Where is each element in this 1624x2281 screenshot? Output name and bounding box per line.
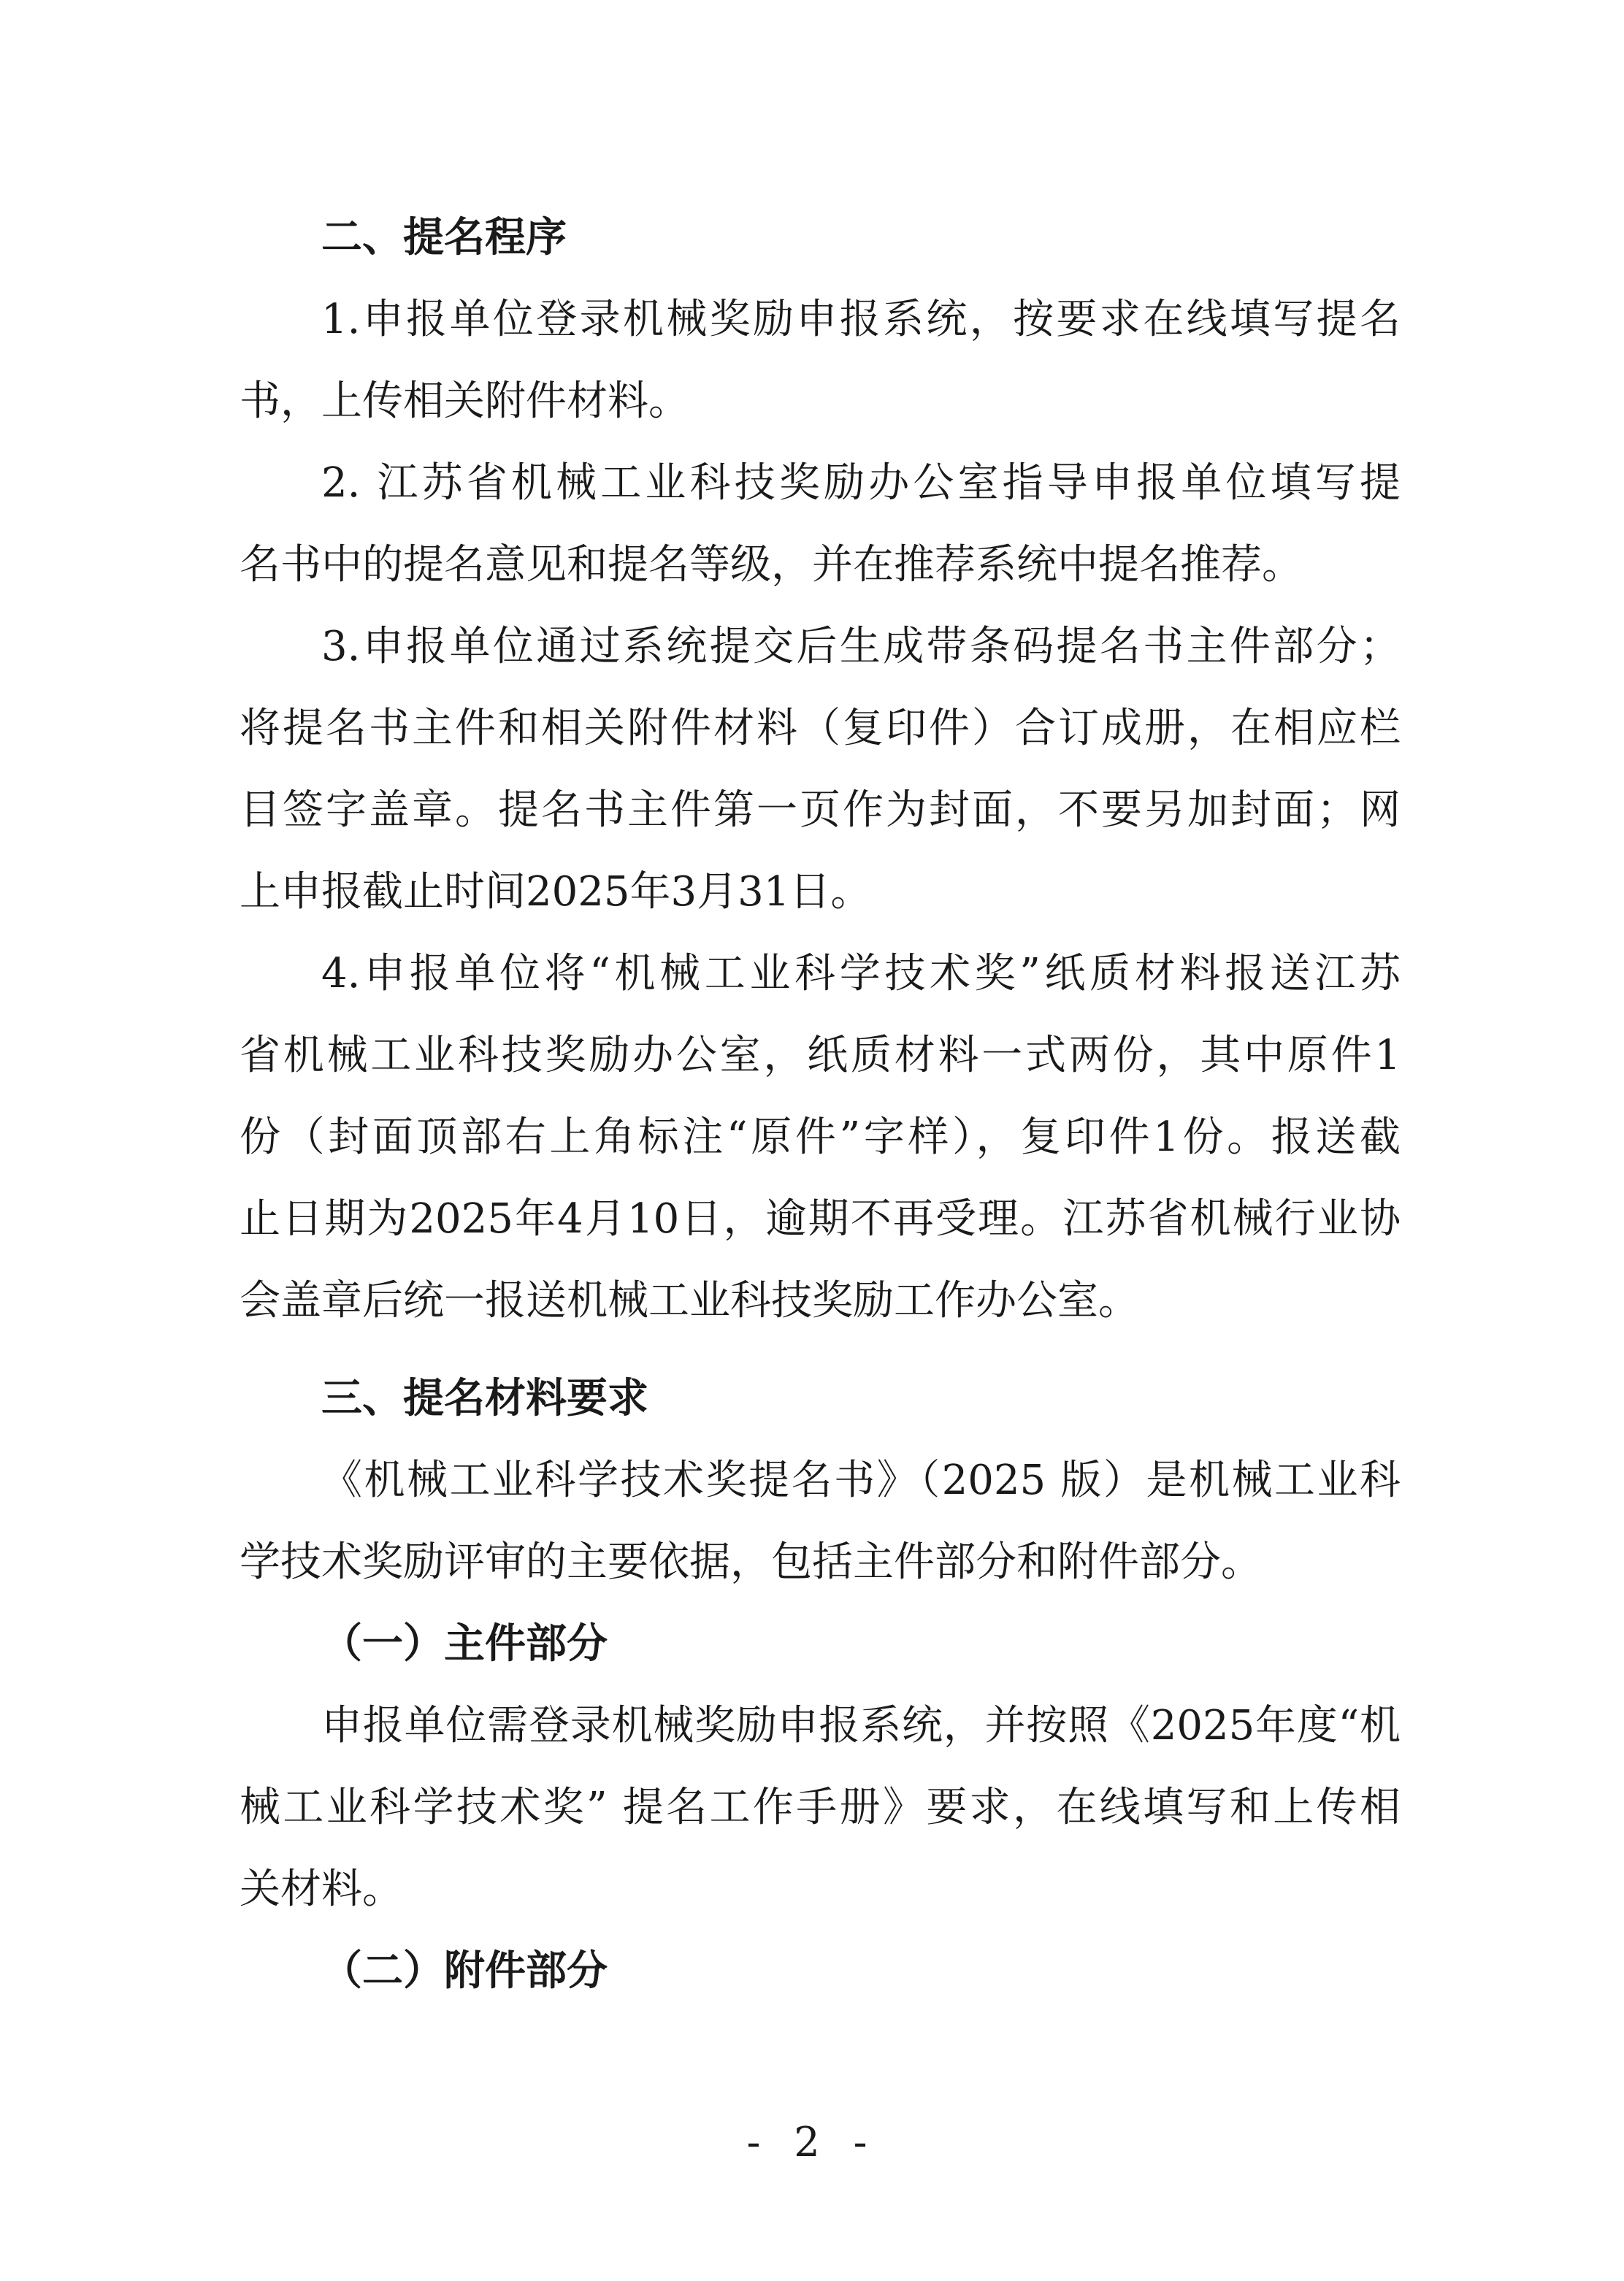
paragraph-line: 1.申报单位登录机械奖励申报系统，按要求在线填写提名 <box>321 296 1401 343</box>
paragraph-line: 械工业科学技术奖” 提名工作手册》要求，在线填写和上传相 <box>240 1784 1401 1831</box>
paragraph-line: 省机械工业科技奖励办公室，纸质材料一式两份，其中原件1 <box>240 1032 1401 1079</box>
paragraph-item-2 <box>240 442 1401 606</box>
paragraph-line: 名书中的提名意见和提名等级，并在推荐系统中提名推荐。 <box>240 541 1303 589</box>
paragraph-item-1 <box>240 279 1401 442</box>
paragraph-line: 止日期为2025年4月10日，逾期不再受理。江苏省机械行业协 <box>240 1195 1401 1243</box>
subsection-heading-attachment-part: （二）附件部分 <box>321 1947 608 1995</box>
paragraph-line: 将提名书主件和相关附件材料（复印件）合订成册，在相应栏 <box>240 705 1401 752</box>
paragraph-line: 《机械工业科学技术奖提名书》（2025 版）是机械工业科 <box>321 1457 1401 1504</box>
paragraph-item-3 <box>240 606 1401 933</box>
paragraph-line: 会盖章后统一报送机械工业科技奖励工作办公室。 <box>240 1277 1139 1324</box>
paragraph-intro <box>240 1440 1401 1603</box>
paragraph-main-part <box>240 1685 1401 1931</box>
paragraph-item-4 <box>240 933 1401 1342</box>
paragraph-line: 2. 江苏省机械工业科技奖励办公室指导申报单位填写提 <box>321 459 1401 507</box>
paragraph-line: 书，上传相关附件材料。 <box>240 377 689 425</box>
paragraph-line: 申报单位需登录机械奖励申报系统，并按照《2025年度“机 <box>321 1702 1401 1749</box>
subsection-heading-main-part: （一）主件部分 <box>321 1620 608 1668</box>
paragraph-line: 学技术奖励评审的主要依据，包括主件部分和附件部分。 <box>240 1538 1262 1586</box>
paragraph-line: 关材料。 <box>240 1866 403 1913</box>
document-body <box>240 197 1401 2012</box>
paragraph-line: 上申报截止时间2025年3月31日。 <box>240 868 872 916</box>
section-heading-nomination-procedure: 二、提名程序 <box>321 214 567 261</box>
page-number: - 2 - <box>746 2119 878 2166</box>
paragraph-line: 4.申报单位将“机械工业科学技术奖”纸质材料报送江苏 <box>321 950 1401 997</box>
paragraph-line: 份（封面顶部右上角标注“原件”字样），复印件1份。报送截 <box>240 1113 1401 1161</box>
paragraph-line: 目签字盖章。提名书主件第一页作为封面，不要另加封面；网 <box>240 786 1401 834</box>
paragraph-line: 3.申报单位通过系统提交后生成带条码提名书主件部分； <box>321 623 1401 670</box>
section-heading-material-requirements: 三、提名材料要求 <box>321 1375 648 1422</box>
